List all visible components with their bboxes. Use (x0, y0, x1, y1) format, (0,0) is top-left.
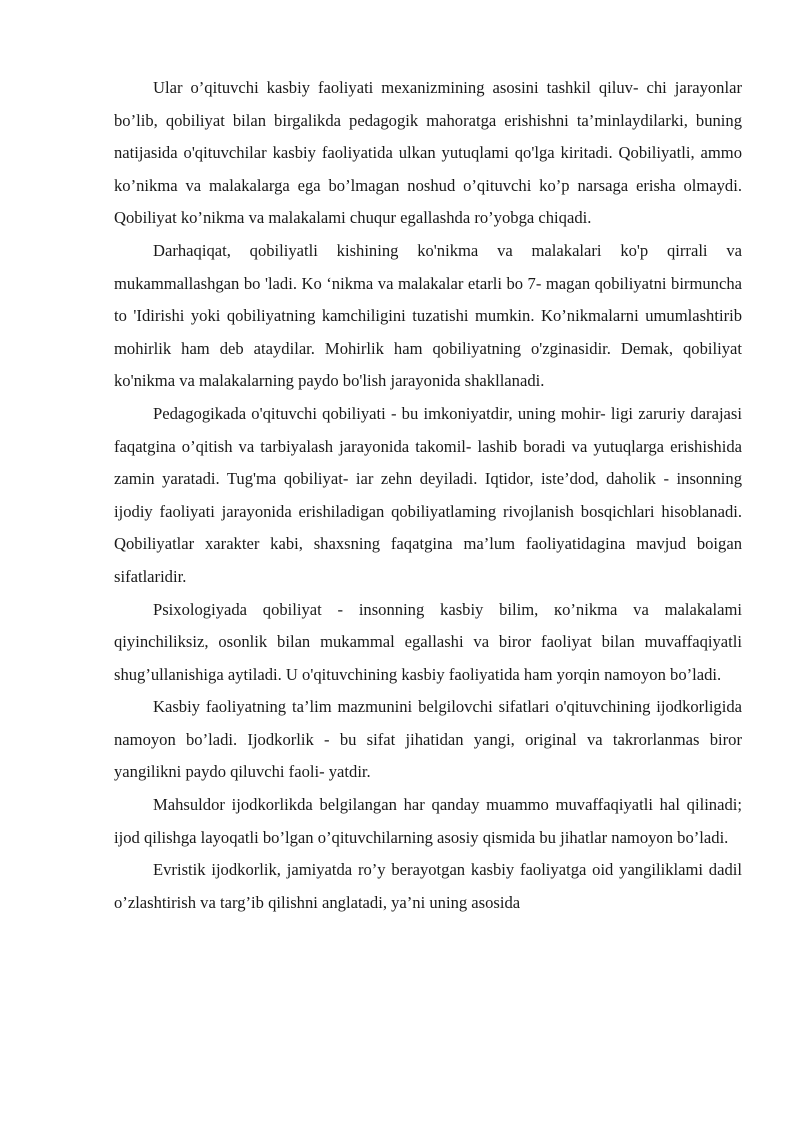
paragraph-5: Kasbiy faoliyatning ta’lim mazmunini belgilovchi sifatlari o'qituvchining ijodkorligida namoyon bo’ladi. Ijodkorlik - bu sifat jihatidan yangi, original va takrorlanmas biror yangilikni paydo qiluvchi faoli- yatdir. (114, 697, 742, 782)
paragraph-1: Ular o’qituvchi kasbiy faoliyati mexanizmining asosini tashkil qiluv- chi jarayonlar bo’lib, qobiliyat bilan birgalikda pedagogik mahoratga erishishni ta’minlaydilarki, buning natijasida o'qituvchilar kasbiy faoliyatida ulkan yutuqlami qo'lga kiritadi. Qobiliyatli, ammo ko’nikma va malakalarga ega bo’lmagan noshud o’qituvchi ko’p narsaga erisha olmaydi. Qobiliyat ko’nikma va malakalami chuqur egallashda ro’yobga chiqadi. (114, 78, 742, 228)
paragraph-6: Mahsuldor ijodkorlikda belgilangan har qanday muammo muvaffaqiyatli hal qilinadi; ijod qilishga layoqatli bo’lgan o’qituvchilarning asosiy qismida bu jihatlar namoyon bo’ladi. (114, 795, 742, 847)
paragraph-3: Pedagogikada o'qituvchi qobiliyati - bu imkoniyatdir, uning mohir- ligi zaruriy darajasi faqatgina o’qitish va tarbiyalash jarayonida takomil- lashib boradi va yutuqlarga erishishida zamin yaratadi. Tug'ma qobiliyat- iar zehn deyiladi. Iqtidor, iste’dod, daholik - insonning ijodiy faoliyati jarayonida erishiladigan qobiliyatlaming rivojlanish bosqichlari hisoblanadi. Qobiliyatlar xarakter kabi, shaxsning faqatgina ma’lum faoliyatidagina mavjud boigan sifatlaridir. (114, 403, 742, 586)
paragraph-4: Psixologiyada qobiliyat - insonning kasbiy bilim, кo’nikma va malakalami qiyinchiliksiz, osonlik bilan mukammal egallashi va biror faoliyat bilan muvaffaqiyatli shug’ullanishiga aytiladi. U o'qituvchining kasbiy faoliyatida ham yorqin namoyon bo’ladi. (114, 599, 742, 684)
document-body (114, 72, 742, 919)
paragraph-2: Darhaqiqat, qobiliyatli kishining ko'nikma va malakalari ko'p qirrali va mukammallashgan bo 'ladi. Ko ‘nikma va malakalar etarli bo 7- magan qobiliyatni birmuncha to 'Idirishi yoki qobiliyatning kamchiligini tuzatishi mumkin. Ko’nikmalarni umumlashtirib mohirlik ham deb ataydilar. Mohirlik ham qobiliyatning o'zginasidir. Demak, qobiliyat ko'nikma va malakalarning paydo bo'lish jarayonida shakllanadi. (114, 240, 742, 391)
paragraph-7: Evristik ijodkorlik, jamiyatda ro’y berayotgan kasbiy faoliyatga oid yangiliklami dadil o’zlashtirish va targ’ib qilishni anglatadi, ya’ni uning asosida (114, 860, 742, 912)
